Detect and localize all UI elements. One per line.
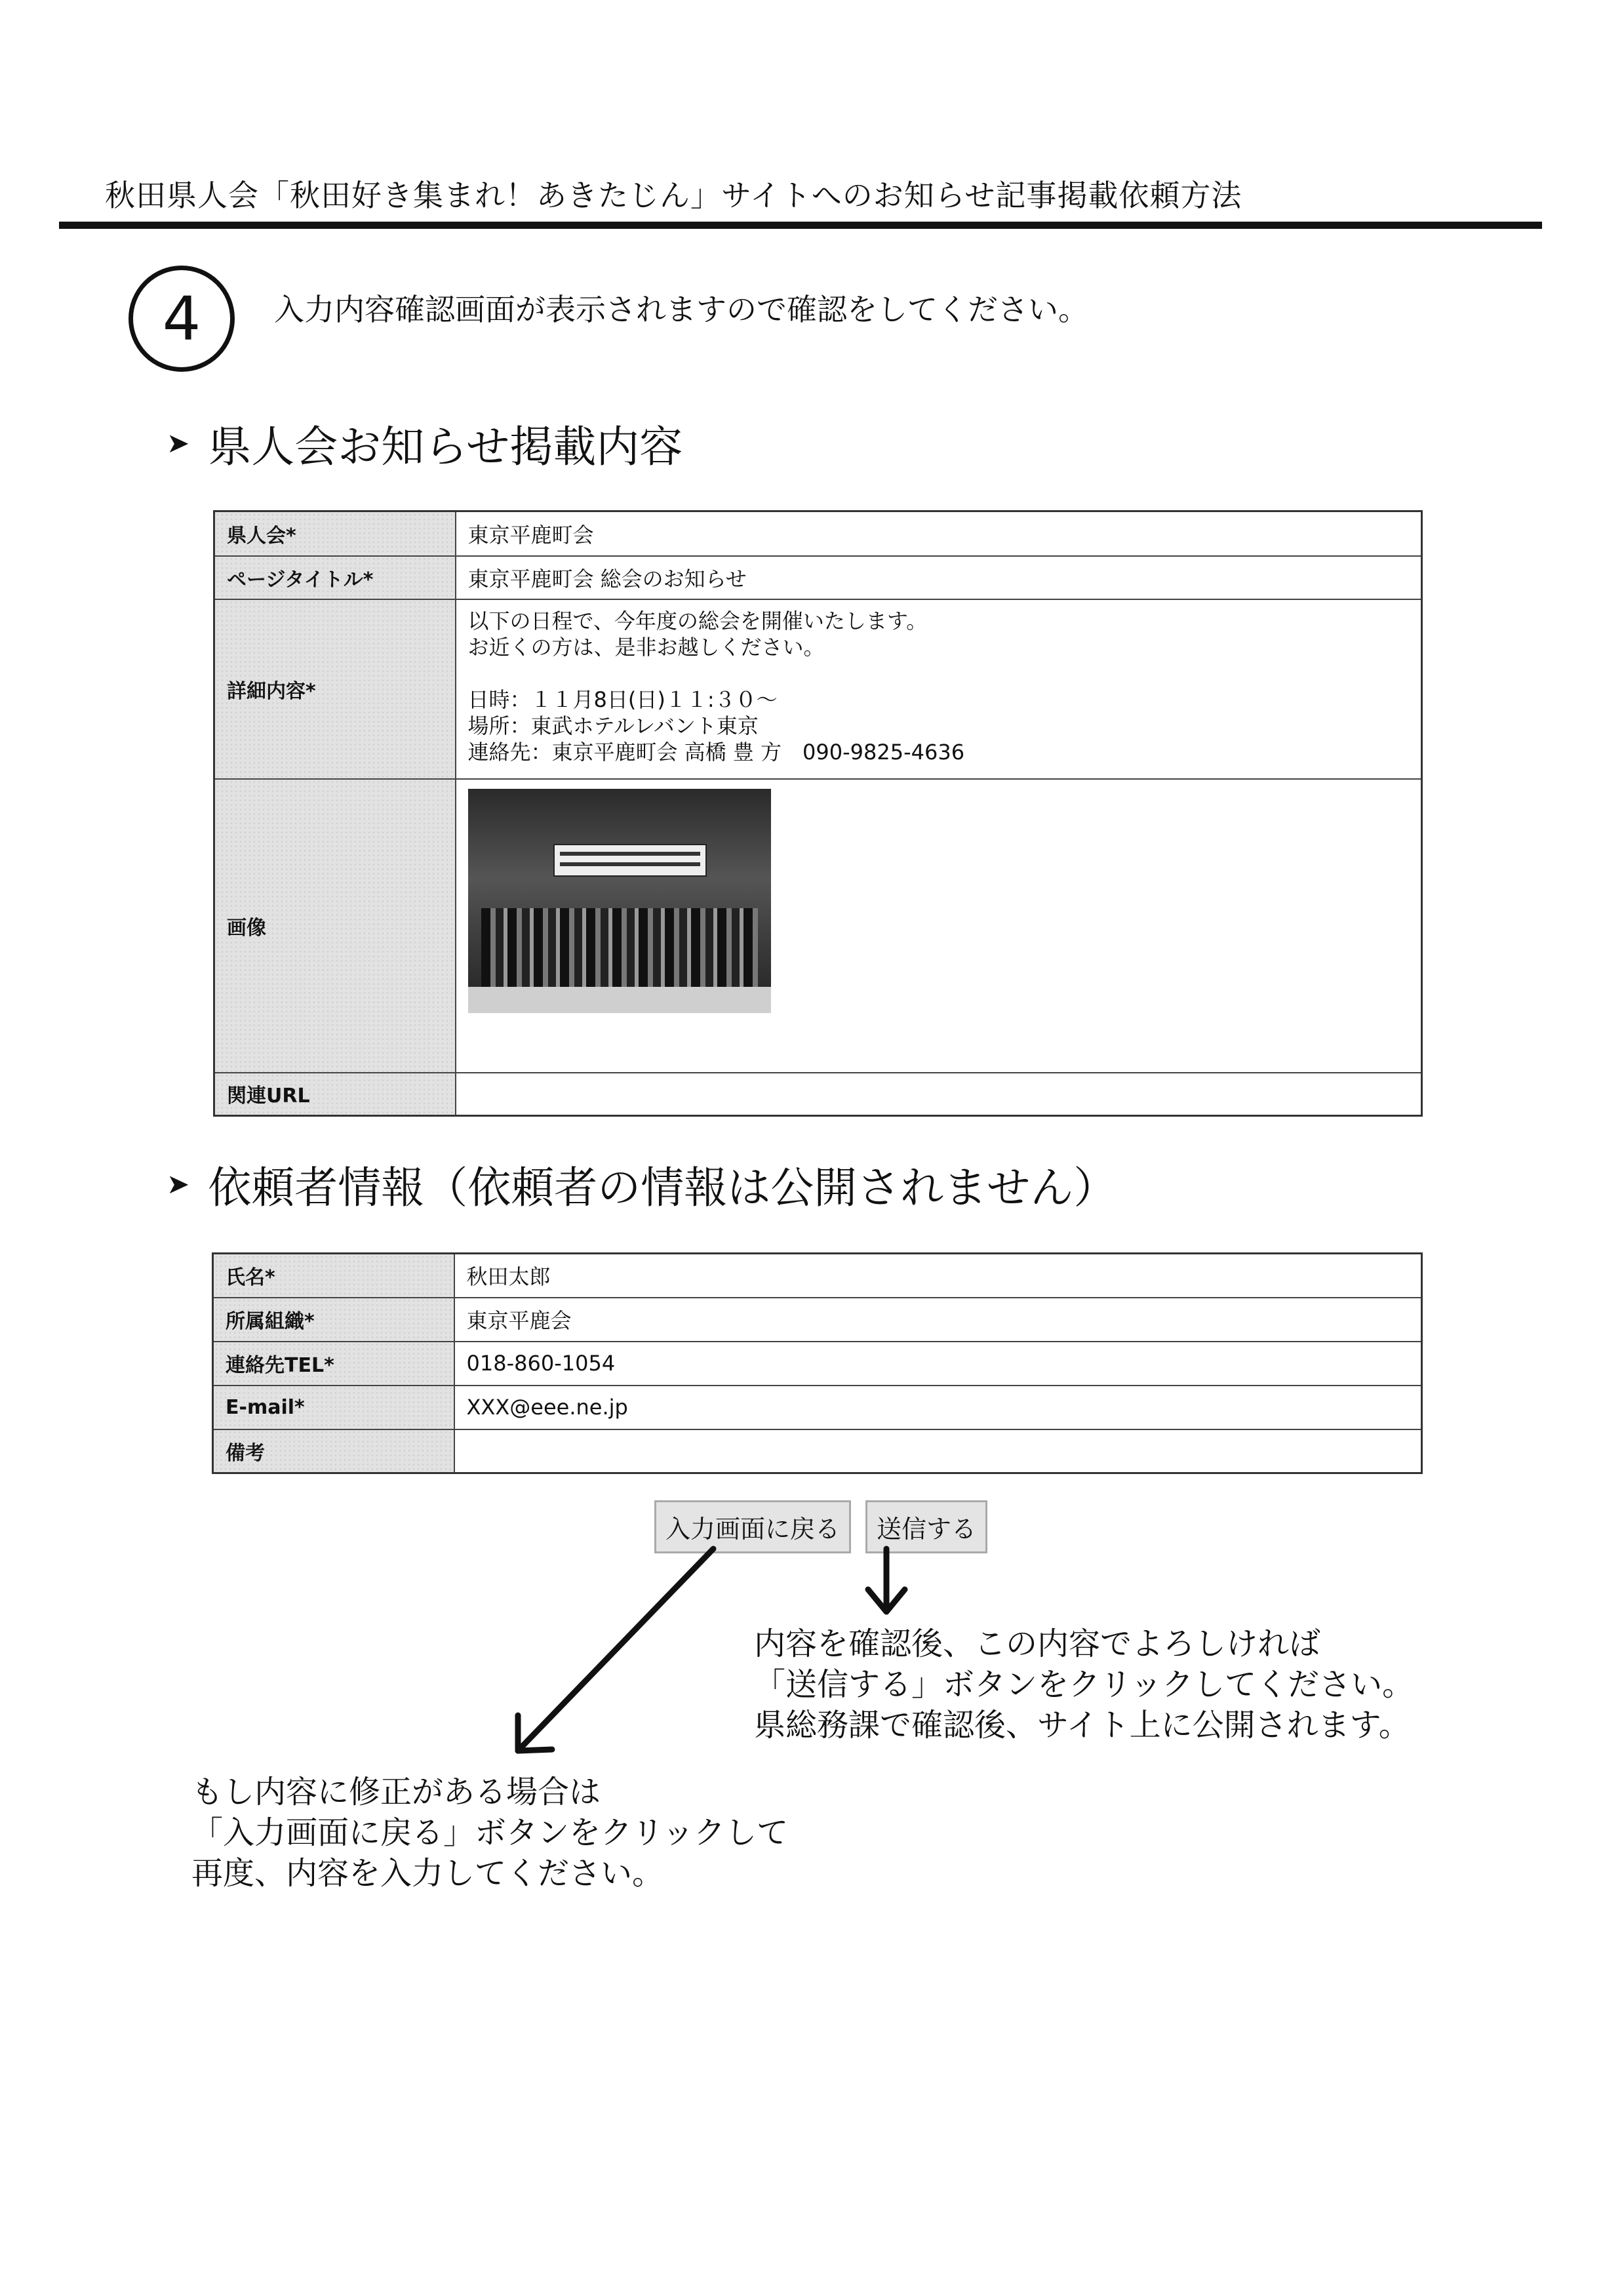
- field-value-page-title: 東京平鹿町会 総会のお知らせ: [456, 556, 1422, 599]
- field-label: 県人会*: [214, 511, 456, 556]
- arrowhead-bullet-icon: ➤: [167, 427, 190, 459]
- note-line: 再度、内容を入力してください。: [191, 1855, 664, 1892]
- field-label: 関連URL: [214, 1073, 456, 1116]
- note-line: 「送信する」ボタンをクリックしてください。: [754, 1666, 1414, 1703]
- step-number-badge: 4: [129, 266, 235, 372]
- detail-line: 日時：１１月8日(日)１１:３０～: [467, 687, 778, 712]
- note-line: 内容を確認後、この内容でよろしければ: [754, 1626, 1321, 1662]
- field-label: 画像: [214, 779, 456, 1073]
- step-instruction: 入力内容確認画面が表示されますので確認をしてください。: [274, 292, 1088, 327]
- section-heading-requester-text: 依頼者情報（依頼者の情報は公開されません）: [208, 1163, 1117, 1213]
- arrowhead-bullet-icon: ➤: [167, 1168, 190, 1200]
- note-line: 県総務課で確認後、サイト上に公開されます。: [754, 1707, 1410, 1744]
- field-label: 詳細内容*: [214, 599, 456, 779]
- field-value-org: 東京平鹿会: [454, 1298, 1422, 1342]
- field-label: 備考: [213, 1429, 454, 1473]
- field-label: 氏名*: [213, 1254, 454, 1298]
- detail-line: 場所：東武ホテルレバント東京: [467, 713, 759, 738]
- section-heading-notice-text: 県人会お知らせ掲載内容: [208, 422, 683, 472]
- field-value-email: XXX@eee.ne.jp: [454, 1386, 1422, 1429]
- send-instruction-note: [754, 1624, 1414, 1746]
- detail-line: 連絡先：東京平鹿町会 高橋 豊 方 090-9825-4636: [467, 739, 965, 765]
- note-line: 「入力画面に戻る」ボタンをクリックして: [191, 1814, 789, 1851]
- back-instruction-note: [191, 1772, 788, 1894]
- send-button[interactable]: 送信する: [865, 1500, 987, 1553]
- field-label: 連絡先TEL*: [213, 1342, 454, 1386]
- field-value-tel: 018-860-1054: [454, 1342, 1422, 1386]
- field-label: E-mail*: [213, 1386, 454, 1429]
- back-to-input-button[interactable]: 入力画面に戻る: [654, 1500, 851, 1553]
- field-label: 所属組織*: [213, 1298, 454, 1342]
- note-line: もし内容に修正がある場合は: [191, 1774, 601, 1810]
- detail-line: お近くの方は、是非お越しください。: [467, 634, 825, 660]
- field-label: ページタイトル*: [214, 556, 456, 599]
- back-callout-arrow-icon: [518, 1549, 713, 1751]
- field-value-name: 秋田太郎: [454, 1254, 1422, 1298]
- detail-line: 以下の日程で、今年度の総会を開催いたします。: [467, 608, 928, 633]
- field-value-kenjinkai: 東京平鹿町会: [456, 511, 1422, 556]
- document-title: 秋田県人会「秋田好き集まれ！あきたじん」サイトへのお知らせ記事掲載依頼方法: [105, 178, 1242, 213]
